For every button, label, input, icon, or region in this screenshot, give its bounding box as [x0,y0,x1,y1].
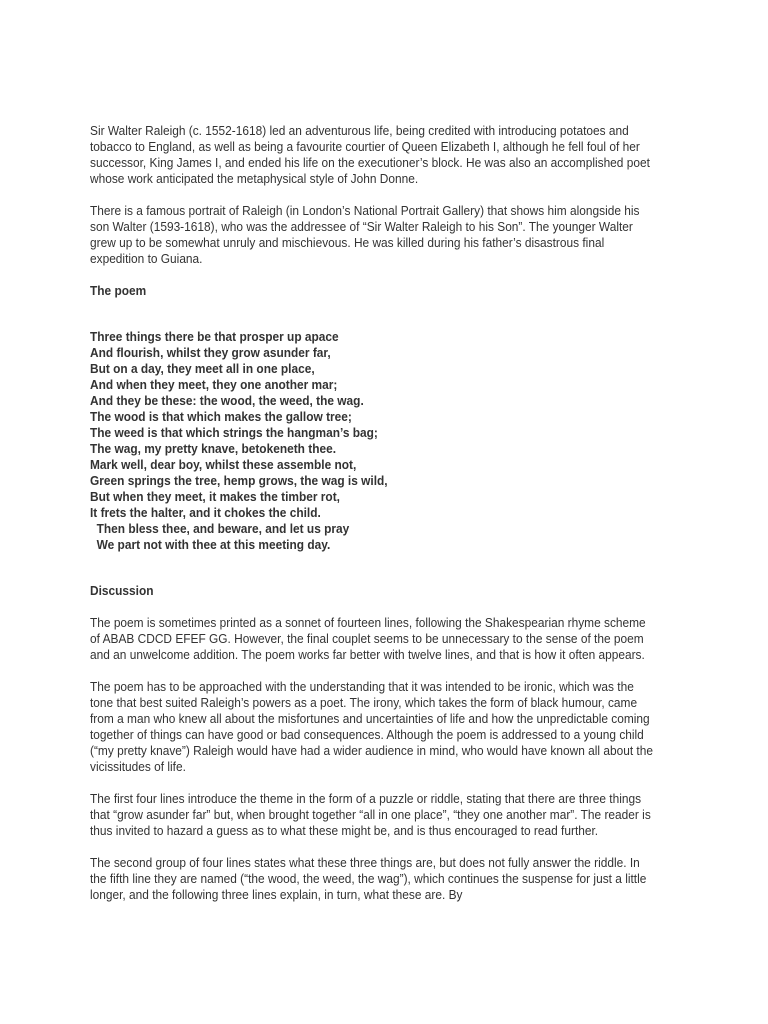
discussion-heading: Discussion [90,584,154,598]
poem-line: And flourish, whilst they grow asunder far, [90,346,331,360]
poem-line: The weed is that which strings the hangman’s bag; [90,426,378,440]
intro-paragraph-1: Sir Walter Raleigh (c. 1552-1618) led an adventurous life, being credited with introducing potatoes and tobacco to England, as well as being a favourite courtier of Queen Elizabeth I, although he fell foul of her successor, King James I, and ended his life on the executioner’s block. He was also an accomplished poet whose work anticipated the metaphysical style of John Donne. [90,124,650,186]
discussion-paragraph-4: The second group of four lines states what these three things are, but does not fully answer the riddle. In the fifth line they are named (“the wood, the weed, the wag”), which continues the suspense for just a little longer, and the following three lines explain, in turn, what these are. By [90,856,647,902]
intro-paragraph-2: There is a famous portrait of Raleigh (in London’s National Portrait Gallery) that shows him alongside his son Walter (1593-1618), who was the addressee of “Sir Walter Raleigh to his Son”. The younger Walter grew up to be somewhat unruly and mischievous. He was killed during his father’s disastrous final expedition to Guiana. [90,204,640,266]
discussion-paragraph-3: The first four lines introduce the theme in the form of a puzzle or riddle, stating that there are three things that “grow asunder far” but, when brought together “all in one place”, “they one another mar”. The reader is thus invited to hazard a guess as to what these might be, and is thus encouraged to read further. [90,792,651,838]
discussion-paragraph-1: The poem is sometimes printed as a sonnet of fourteen lines, following the Shakespearian rhyme scheme of ABAB CDCD EFEF GG. However, the final couplet seems to be unnecessary to the sense of the poem and an unwelcome addition. The poem works far better with twelve lines, and that is how it often appears. [90,616,646,662]
poem-line: Three things there be that prosper up apace [90,330,339,344]
poem-text [90,329,657,553]
discussion-paragraph-2: The poem has to be approached with the understanding that it was intended to be ironic, which was the tone that best suited Raleigh’s powers as a poet. The irony, which takes the form of black humour, came from a man who knew all about the misfortunes and uncertainties of life and how the unpredictable coming together of things can have good or bad consequences. Although the poem is addressed to a young child (“my pretty knave”) Raleigh would have had a wider audience in mind, who would have known all about the vicissitudes of life. [90,680,653,774]
poem-couplet-line: Then bless thee, and beware, and let us pray [96,522,350,536]
poem-line: Green springs the tree, hemp grows, the wag is wild, [90,474,388,488]
poem-line: But when they meet, it makes the timber rot, [90,490,340,504]
poem-line: It frets the halter, and it chokes the child. [90,506,321,520]
document-page [90,123,657,919]
poem-line: Mark well, dear boy, whilst these assemble not, [90,458,357,472]
poem-heading: The poem [90,284,147,298]
poem-couplet-line: We part not with thee at this meeting day. [96,538,331,552]
poem-line: But on a day, they meet all in one place, [90,362,315,376]
poem-line: And when they meet, they one another mar; [90,378,338,392]
poem-line: The wood is that which makes the gallow tree; [90,410,352,424]
poem-line: The wag, my pretty knave, betokeneth thee. [90,442,337,456]
poem-line: And they be these: the wood, the weed, the wag. [90,394,364,408]
